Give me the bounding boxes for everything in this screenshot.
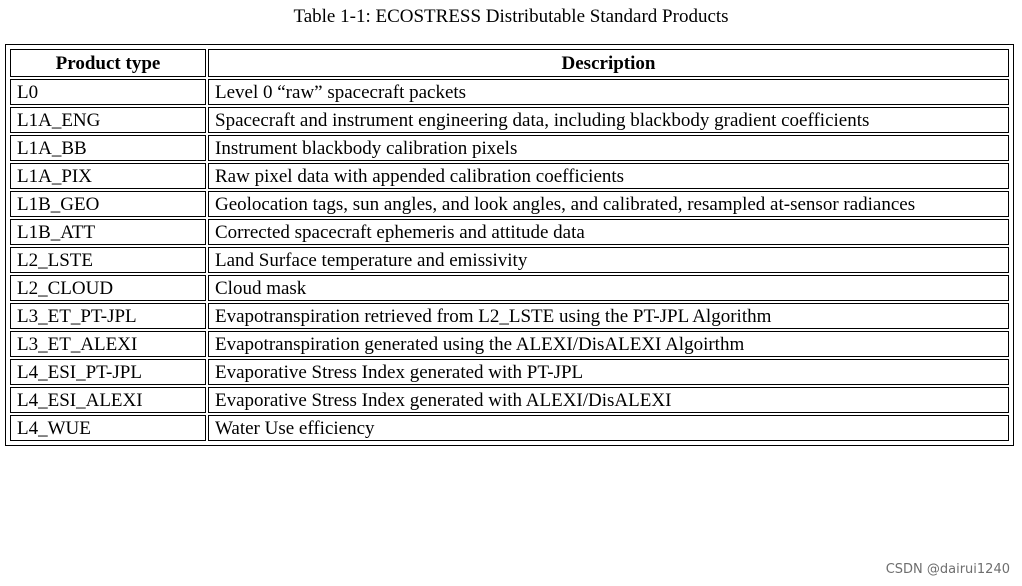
product-type-cell: L3_ET_PT-JPL xyxy=(10,303,206,329)
table-row xyxy=(10,107,1009,133)
product-type-cell: L2_LSTE xyxy=(10,247,206,273)
product-type-cell: L1A_PIX xyxy=(10,163,206,189)
product-type-cell: L1B_ATT xyxy=(10,219,206,245)
table-row xyxy=(10,275,1009,301)
product-type-cell: L4_ESI_PT-JPL xyxy=(10,359,206,385)
table-header-row xyxy=(10,49,1009,77)
table-row xyxy=(10,191,1009,217)
table-row xyxy=(10,387,1009,413)
description-cell: Geolocation tags, sun angles, and look angles, and calibrated, resampled at-sensor radiances xyxy=(208,191,1009,217)
description-cell: Water Use efficiency xyxy=(208,415,1009,441)
description-cell: Level 0 “raw” spacecraft packets xyxy=(208,79,1009,105)
description-cell: Evapotranspiration retrieved from L2_LSTE using the PT-JPL Algorithm xyxy=(208,303,1009,329)
table-row xyxy=(10,219,1009,245)
table-row xyxy=(10,415,1009,441)
product-type-cell: L1B_GEO xyxy=(10,191,206,217)
description-cell: Cloud mask xyxy=(208,275,1009,301)
description-cell: Evapotranspiration generated using the ALEXI/DisALEXI Algoirthm xyxy=(208,331,1009,357)
table-row xyxy=(10,247,1009,273)
description-cell: Raw pixel data with appended calibration coefficients xyxy=(208,163,1009,189)
table-row xyxy=(10,79,1009,105)
table-row xyxy=(10,331,1009,357)
product-type-cell: L4_ESI_ALEXI xyxy=(10,387,206,413)
product-type-cell: L4_WUE xyxy=(10,415,206,441)
watermark: CSDN @dairui1240 xyxy=(885,562,1010,577)
table-row xyxy=(10,359,1009,385)
table-row xyxy=(10,135,1009,161)
table-caption: Table 1-1: ECOSTRESS Distributable Standard Products xyxy=(293,6,729,27)
description-cell: Instrument blackbody calibration pixels xyxy=(208,135,1009,161)
product-type-cell: L2_CLOUD xyxy=(10,275,206,301)
products-table xyxy=(8,47,1011,443)
description-cell: Evaporative Stress Index generated with ALEXI/DisALEXI xyxy=(208,387,1009,413)
description-cell: Spacecraft and instrument engineering data, including blackbody gradient coefficients xyxy=(208,107,1009,133)
product-type-cell: L1A_BB xyxy=(10,135,206,161)
product-type-cell: L3_ET_ALEXI xyxy=(10,331,206,357)
description-cell: Evaporative Stress Index generated with PT-JPL xyxy=(208,359,1009,385)
description-cell: Land Surface temperature and emissivity xyxy=(208,247,1009,273)
table-row xyxy=(10,163,1009,189)
product-type-cell: L0 xyxy=(10,79,206,105)
product-type-cell: L1A_ENG xyxy=(10,107,206,133)
header-product-type: Product type xyxy=(10,49,206,77)
products-table-frame xyxy=(5,44,1014,446)
description-cell: Corrected spacecraft ephemeris and attitude data xyxy=(208,219,1009,245)
header-description: Description xyxy=(208,49,1009,77)
table-row xyxy=(10,303,1009,329)
